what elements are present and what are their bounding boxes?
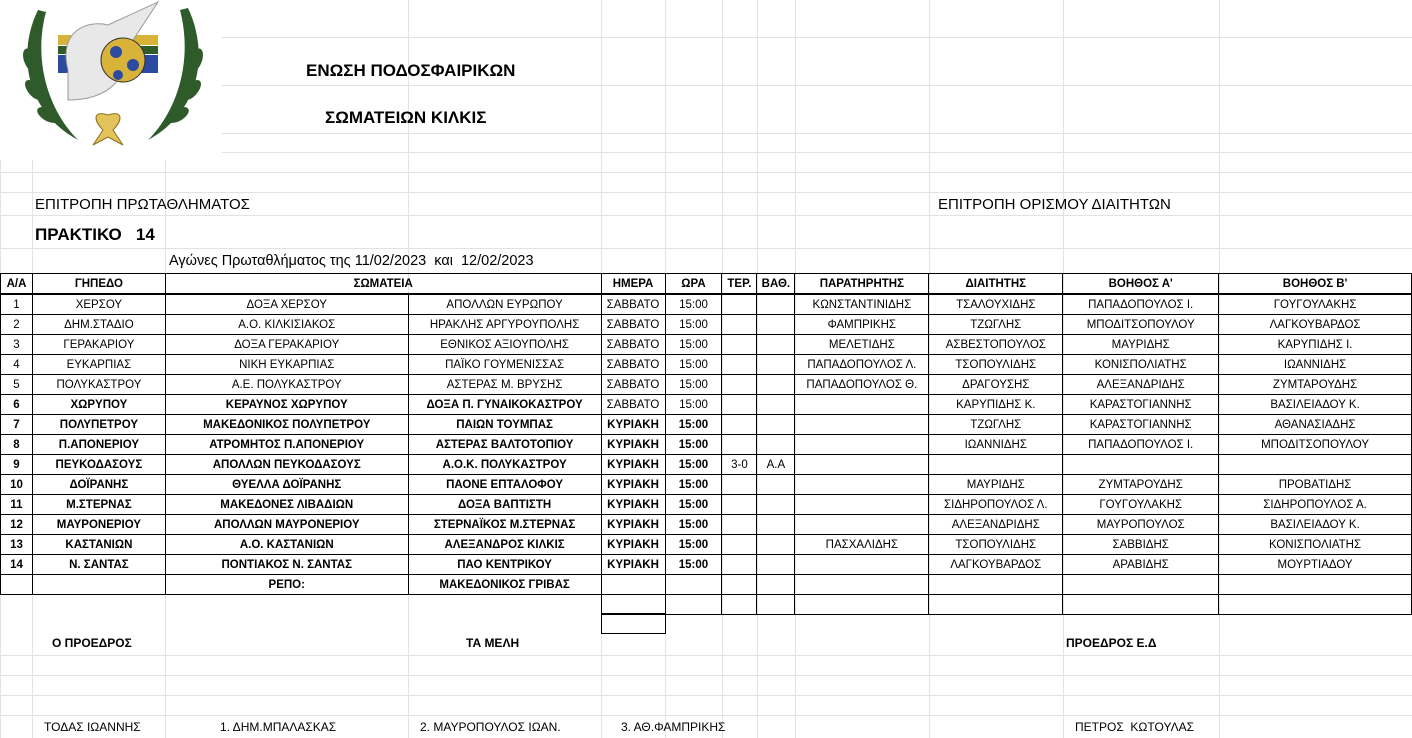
cell-observer (795, 555, 929, 575)
cell-observer (795, 475, 929, 495)
cell-row-number: 1 (1, 294, 33, 315)
cell-venue: ΧΕΡΣΟΥ (32, 294, 165, 315)
cell-match-time: 15:00 (665, 475, 722, 495)
cell-match-day: ΚΥΡΙΑΚΗ (601, 555, 665, 575)
cell-match-time: 15:00 (665, 515, 722, 535)
empty-cell (1, 575, 33, 595)
cell-row-number: 13 (1, 535, 33, 555)
empty-cell (1063, 575, 1219, 595)
cell-row-number: 11 (1, 495, 33, 515)
cell-venue: ΜΑΥΡΟΝΕΡΙΟΥ (32, 515, 165, 535)
cell-away-team: Α.Ο.Κ. ΠΟΛΥΚΑΣΤΡΟΥ (408, 455, 601, 475)
cell-match-time: 15:00 (665, 555, 722, 575)
cell-grade (757, 375, 795, 395)
table-header-row (1, 274, 1412, 295)
cell-row-number: 9 (1, 455, 33, 475)
matches-subtitle: Αγώνες Πρωταθλήματος της 11/02/2023 και 12/02/2023 (169, 253, 534, 269)
cell-assistant-a: ΠΑΠΑΔΟΠΟΥΛΟΣ Ι. (1063, 294, 1219, 315)
empty-cell (1063, 595, 1219, 615)
cell-referee: ΤΖΩΓΛΗΣ (929, 315, 1063, 335)
cell-match-time: 15:00 (665, 395, 722, 415)
cell-score (722, 475, 757, 495)
empty-cell (1219, 595, 1412, 615)
table-row (1, 555, 1412, 575)
cell-away-team: ΑΣΤΕΡΑΣ ΒΑΛΤΟΤΟΠΙΟΥ (408, 435, 601, 455)
cell-match-day: ΣΑΒΒΑΤΟ (601, 315, 665, 335)
cell-match-time: 15:00 (665, 535, 722, 555)
cell-away-team: ΑΣΤΕΡΑΣ Μ. ΒΡΥΣΗΣ (408, 375, 601, 395)
table-row (1, 535, 1412, 555)
cell-observer: ΠΑΠΑΔΟΠΟΥΛΟΣ Λ. (795, 355, 929, 375)
cell-assistant-a: ΣΑΒΒΙΔΗΣ (1063, 535, 1219, 555)
table-row (1, 455, 1412, 475)
cell-assistant-a: ΑΡΑΒΙΔΗΣ (1063, 555, 1219, 575)
member-2: 2. ΜΑΥΡΟΠΟΥΛΟΣ ΙΩΑΝ. (420, 720, 561, 734)
cell-home-team: ΝΙΚΗ ΕΥΚΑΡΠΙΑΣ (165, 355, 408, 375)
cell-referee: ΣΙΔΗΡΟΠΟΥΛΟΣ Λ. (929, 495, 1063, 515)
empty-cell (665, 575, 722, 595)
cell-assistant-a: ΠΑΠΑΔΟΠΟΥΛΟΣ Ι. (1063, 435, 1219, 455)
cell-row-number: 3 (1, 335, 33, 355)
cell-assistant-b: ΜΠΟΔΙΤΣΟΠΟΥΛΟΥ (1219, 435, 1412, 455)
cell-away-team: ΔΟΞΑ Π. ΓΥΝΑΙΚΟΚΑΣΤΡΟΥ (408, 395, 601, 415)
cell-match-day: ΚΥΡΙΑΚΗ (601, 415, 665, 435)
cell-referee: ΑΛΕΞΑΝΔΡΙΔΗΣ (929, 515, 1063, 535)
empty-cell (722, 595, 757, 615)
cell-away-team: ΠΑΪΚΟ ΓΟΥΜΕΝΙΣΣΑΣ (408, 355, 601, 375)
cell-match-time: 15:00 (665, 435, 722, 455)
cell-away-team: ΕΘΝΙΚΟΣ ΑΞΙΟΥΠΟΛΗΣ (408, 335, 601, 355)
cell-match-day: ΚΥΡΙΑΚΗ (601, 475, 665, 495)
cell-assistant-b: ΚΟΝΙΣΠΟΛΙΑΤΗΣ (1219, 535, 1412, 555)
cell-match-time: 15:00 (665, 355, 722, 375)
table-row (1, 315, 1412, 335)
cell-venue: ΠΟΛΥΠΕΤΡΟΥ (32, 415, 165, 435)
cell-away-team: ΠΑΟ ΚΕΝΤΡΙΚΟΥ (408, 555, 601, 575)
cell-assistant-a: ΓΟΥΓΟΥΛΑΚΗΣ (1063, 495, 1219, 515)
cell-venue: Μ.ΣΤΕΡΝΑΣ (32, 495, 165, 515)
cell-home-team: ΑΠΟΛΛΩΝ ΜΑΥΡΟΝΕΡΙΟΥ (165, 515, 408, 535)
cell-match-day: ΚΥΡΙΑΚΗ (601, 515, 665, 535)
cell-away-team: ΑΠΟΛΛΩΝ ΕΥΡΩΠΟΥ (408, 294, 601, 315)
cell-assistant-b: ΖΥΜΤΑΡΟΥΔΗΣ (1219, 375, 1412, 395)
empty-cell (1, 595, 33, 615)
cell-observer: ΚΩΝΣΤΑΝΤΙΝΙΔΗΣ (795, 294, 929, 315)
empty-cell (795, 575, 929, 595)
cell-assistant-a: ΚΑΡΑΣΤΟΓΙΑΝΝΗΣ (1063, 415, 1219, 435)
cell-observer (795, 515, 929, 535)
cell-match-time: 15:00 (665, 315, 722, 335)
cell-assistant-b: ΑΘΑΝΑΣΙΑΔΗΣ (1219, 415, 1412, 435)
empty-cell (757, 575, 795, 595)
col-header-time: ΩΡΑ (665, 274, 722, 295)
table-row (1, 415, 1412, 435)
member-1: 1. ΔΗΜ.ΜΠΑΛΑΣΚΑΣ (220, 720, 337, 734)
col-header-day: ΗΜΕΡΑ (601, 274, 665, 295)
col-header-no: Α/Α (1, 274, 33, 295)
cell-row-number: 8 (1, 435, 33, 455)
cell-grade: Α.Α (757, 455, 795, 475)
empty-cell-box (601, 613, 666, 634)
col-header-clubs: ΣΩΜΑΤΕΙΑ (165, 274, 601, 295)
cell-referee: ΜΑΥΡΙΔΗΣ (929, 475, 1063, 495)
cell-row-number: 6 (1, 395, 33, 415)
cell-match-time: 15:00 (665, 495, 722, 515)
cell-venue: Π.ΑΠΟΝΕΡΙΟΥ (32, 435, 165, 455)
cell-match-day: ΣΑΒΒΑΤΟ (601, 294, 665, 315)
table-row (1, 515, 1412, 535)
cell-assistant-b: ΣΙΔΗΡΟΠΟΥΛΟΣ Α. (1219, 495, 1412, 515)
cell-grade (757, 355, 795, 375)
member-3: 3. ΑΘ.ΦΑΜΠΡΙΚΗΣ (621, 720, 726, 734)
cell-away-team: ΠΑΙΩΝ ΤΟΥΜΠΑΣ (408, 415, 601, 435)
cell-home-team: ΚΕΡΑΥΝΟΣ ΧΩΡΥΠΟΥ (165, 395, 408, 415)
cell-row-number: 2 (1, 315, 33, 335)
cell-grade (757, 535, 795, 555)
cell-observer (795, 495, 929, 515)
cell-referee: ΙΩΑΝΝΙΔΗΣ (929, 435, 1063, 455)
table-row (1, 294, 1412, 315)
cell-home-team: Α.Ο. ΚΙΛΚΙΣΙΑΚΟΣ (165, 315, 408, 335)
empty-cell (795, 595, 929, 615)
cell-home-team: ΘΥΕΛΛΑ ΔΟΪΡΑΝΗΣ (165, 475, 408, 495)
cell-score: 3-0 (722, 455, 757, 475)
org-title-line1: ΕΝΩΣΗ ΠΟΔΟΣΦΑΙΡΙΚΩΝ (306, 61, 516, 80)
cell-score (722, 435, 757, 455)
cell-grade (757, 495, 795, 515)
cell-observer: ΠΑΠΑΔΟΠΟΥΛΟΣ Θ. (795, 375, 929, 395)
cell-assistant-a: ΑΛΕΞΑΝΔΡΙΔΗΣ (1063, 375, 1219, 395)
empty-cell (757, 595, 795, 615)
col-header-venue: ΓΗΠΕΔΟ (32, 274, 165, 295)
cell-assistant-a: ΚΑΡΑΣΤΟΓΙΑΝΝΗΣ (1063, 395, 1219, 415)
cell-match-time: 15:00 (665, 335, 722, 355)
cell-venue: ΓΕΡΑΚΑΡΙΟΥ (32, 335, 165, 355)
cell-venue: ΚΑΣΤΑΝΙΩΝ (32, 535, 165, 555)
cell-assistant-a: ΖΥΜΤΑΡΟΥΔΗΣ (1063, 475, 1219, 495)
cell-score (722, 315, 757, 335)
cell-observer (795, 415, 929, 435)
table-row (1, 435, 1412, 455)
cell-match-day: ΣΑΒΒΑΤΟ (601, 355, 665, 375)
empty-cell (722, 575, 757, 595)
bye-row (1, 575, 1412, 595)
cell-assistant-b: ΒΑΣΙΛΕΙΑΔΟΥ Κ. (1219, 395, 1412, 415)
referee-president-label: ΠΡΟΕΔΡΟΣ Ε.Δ (1066, 636, 1157, 650)
cell-score (722, 335, 757, 355)
cell-score (722, 515, 757, 535)
col-header-observer: ΠΑΡΑΤΗΡΗΤΗΣ (795, 274, 929, 295)
cell-referee: ΚΑΡΥΠΙΔΗΣ Κ. (929, 395, 1063, 415)
cell-referee (929, 455, 1063, 475)
empty-cell (665, 595, 722, 615)
cell-venue: ΕΥΚΑΡΠΙΑΣ (32, 355, 165, 375)
cell-row-number: 7 (1, 415, 33, 435)
cell-venue: ΔΗΜ.ΣΤΑΔΙΟ (32, 315, 165, 335)
cell-away-team: ΑΛΕΞΑΝΔΡΟΣ ΚΙΛΚΙΣ (408, 535, 601, 555)
cell-grade (757, 335, 795, 355)
cell-assistant-a: ΜΑΥΡΟΠΟΥΛΟΣ (1063, 515, 1219, 535)
cell-score (722, 415, 757, 435)
cell-away-team: ΔΟΞΑ ΒΑΠΤΙΣΤΗ (408, 495, 601, 515)
cell-grade (757, 555, 795, 575)
cell-score (722, 535, 757, 555)
cell-score (722, 495, 757, 515)
cell-match-time: 15:00 (665, 375, 722, 395)
cell-assistant-b: ΒΑΣΙΛΕΙΑΔΟΥ Κ. (1219, 515, 1412, 535)
org-title-line2: ΣΩΜΑΤΕΙΩΝ ΚΙΛΚΙΣ (325, 108, 487, 127)
cell-assistant-b: ΜΟΥΡΤΙΑΔΟΥ (1219, 555, 1412, 575)
table-row (1, 375, 1412, 395)
cell-home-team: ΑΤΡΟΜΗΤΟΣ Π.ΑΠΟΝΕΡΙΟΥ (165, 435, 408, 455)
cell-referee: ΔΡΑΓΟΥΣΗΣ (929, 375, 1063, 395)
cell-home-team: Α.Ο. ΚΑΣΤΑΝΙΩΝ (165, 535, 408, 555)
table-row (1, 395, 1412, 415)
cell-grade (757, 415, 795, 435)
empty-cell (601, 595, 665, 615)
cell-venue: ΠΕΥΚΟΔΑΣΟΥΣ (32, 455, 165, 475)
cell-observer: ΦΑΜΠΡΙΚΗΣ (795, 315, 929, 335)
cell-observer (795, 395, 929, 415)
cell-referee: ΤΣΟΠΟΥΛΙΔΗΣ (929, 355, 1063, 375)
president-label: Ο ΠΡΟΕΔΡΟΣ (52, 636, 132, 650)
bye-label: ΡΕΠΟ: (165, 575, 408, 595)
cell-assistant-a (1063, 455, 1219, 475)
cell-assistant-b (1219, 455, 1412, 475)
cell-match-day: ΚΥΡΙΑΚΗ (601, 455, 665, 475)
table-row (1, 475, 1412, 495)
table-row (1, 355, 1412, 375)
cell-row-number: 12 (1, 515, 33, 535)
cell-away-team: ΠΑΟΝΕ ΕΠΤΑΛΟΦΟΥ (408, 475, 601, 495)
cell-row-number: 14 (1, 555, 33, 575)
cell-home-team: ΑΠΟΛΛΩΝ ΠΕΥΚΟΔΑΣΟΥΣ (165, 455, 408, 475)
empty-cell (408, 595, 601, 615)
cell-assistant-a: ΜΠΟΔΙΤΣΟΠΟΥΛΟΥ (1063, 315, 1219, 335)
fixtures-table (0, 273, 1412, 615)
cell-match-time: 15:00 (665, 455, 722, 475)
cell-match-time: 15:00 (665, 415, 722, 435)
bye-team: ΜΑΚΕΔΟΝΙΚΟΣ ΓΡΙΒΑΣ (408, 575, 601, 595)
empty-cell (32, 575, 165, 595)
cell-assistant-a: ΚΟΝΙΣΠΟΛΙΑΤΗΣ (1063, 355, 1219, 375)
cell-home-team: ΔΟΞΑ ΧΕΡΣΟΥ (165, 294, 408, 315)
cell-venue: ΠΟΛΥΚΑΣΤΡΟΥ (32, 375, 165, 395)
cell-row-number: 5 (1, 375, 33, 395)
empty-cell (929, 595, 1063, 615)
cell-row-number: 4 (1, 355, 33, 375)
table-row (1, 335, 1412, 355)
cell-home-team: Α.Ε. ΠΟΛΥΚΑΣΤΡΟΥ (165, 375, 408, 395)
cell-score (722, 355, 757, 375)
cell-grade (757, 475, 795, 495)
col-header-assistant-b: ΒΟΗΘΟΣ Β' (1219, 274, 1412, 295)
cell-referee: ΑΣΒΕΣΤΟΠΟΥΛΟΣ (929, 335, 1063, 355)
cell-referee: ΤΖΩΓΛΗΣ (929, 415, 1063, 435)
cell-match-day: ΣΑΒΒΑΤΟ (601, 395, 665, 415)
col-header-assistant-a: ΒΟΗΘΟΣ Α' (1063, 274, 1219, 295)
cell-match-day: ΚΥΡΙΑΚΗ (601, 535, 665, 555)
cell-home-team: ΜΑΚΕΔΟΝΙΚΟΣ ΠΟΛΥΠΕΤΡΟΥ (165, 415, 408, 435)
cell-match-day: ΣΑΒΒΑΤΟ (601, 375, 665, 395)
cell-grade (757, 294, 795, 315)
empty-cell (165, 595, 408, 615)
cell-observer (795, 435, 929, 455)
cell-score (722, 395, 757, 415)
cell-grade (757, 515, 795, 535)
cell-score (722, 375, 757, 395)
cell-observer: ΜΕΛΕΤΙΔΗΣ (795, 335, 929, 355)
cell-grade (757, 315, 795, 335)
cell-assistant-b: ΛΑΓΚΟΥΒΑΡΔΟΣ (1219, 315, 1412, 335)
cell-away-team: ΗΡΑΚΛΗΣ ΑΡΓΥΡΟΥΠΟΛΗΣ (408, 315, 601, 335)
empty-cell (32, 595, 165, 615)
cell-assistant-b: ΚΑΡΥΠΙΔΗΣ Ι. (1219, 335, 1412, 355)
cell-assistant-a: ΜΑΥΡΙΔΗΣ (1063, 335, 1219, 355)
cell-home-team: ΜΑΚΕΔΟΝΕΣ ΛΙΒΑΔΙΩΝ (165, 495, 408, 515)
cell-referee: ΛΑΓΚΟΥΒΑΡΔΟΣ (929, 555, 1063, 575)
cell-referee: ΤΣΟΠΟΥΛΙΔΗΣ (929, 535, 1063, 555)
referee-president-name: ΠΕΤΡΟΣ ΚΩΤΟΥΛΑΣ (1075, 720, 1195, 734)
col-header-referee: ΔΙΑΙΤΗΤΗΣ (929, 274, 1063, 295)
cell-home-team: ΔΟΞΑ ΓΕΡΑΚΑΡΙΟΥ (165, 335, 408, 355)
col-header-score: ΤΕΡ. (722, 274, 757, 295)
table-row (1, 495, 1412, 515)
cell-referee: ΤΣΑΛΟΥΧΙΔΗΣ (929, 294, 1063, 315)
cell-venue: ΧΩΡΥΠΟΥ (32, 395, 165, 415)
cell-home-team: ΠΟΝΤΙΑΚΟΣ Ν. ΣΑΝΤΑΣ (165, 555, 408, 575)
cell-match-day: ΚΥΡΙΑΚΗ (601, 435, 665, 455)
federation-logo (8, 0, 218, 160)
empty-cell (601, 575, 665, 595)
cell-score (722, 555, 757, 575)
cell-match-time: 15:00 (665, 294, 722, 315)
cell-assistant-b: ΠΡΟΒΑΤΙΔΗΣ (1219, 475, 1412, 495)
minutes-title: ΠΡΑΚΤΙΚΟ 14 (35, 225, 155, 244)
referee-committee: ΕΠΙΤΡΟΠΗ ΟΡΙΣΜΟΥ ΔΙΑΙΤΗΤΩΝ (938, 196, 1171, 213)
cell-assistant-b: ΓΟΥΓΟΥΛΑΚΗΣ (1219, 294, 1412, 315)
cell-observer: ΠΑΣΧΑΛΙΔΗΣ (795, 535, 929, 555)
empty-row (1, 595, 1412, 615)
cell-row-number: 10 (1, 475, 33, 495)
empty-cell (929, 575, 1063, 595)
championship-committee: ΕΠΙΤΡΟΠΗ ΠΡΩΤΑΘΛΗΜΑΤΟΣ (35, 196, 250, 213)
empty-cell (1219, 575, 1412, 595)
cell-match-day: ΚΥΡΙΑΚΗ (601, 495, 665, 515)
col-header-grade: ΒΑΘ. (757, 274, 795, 295)
cell-venue: ΔΟΪΡΑΝΗΣ (32, 475, 165, 495)
cell-away-team: ΣΤΕΡΝΑΪΚΟΣ Μ.ΣΤΕΡΝΑΣ (408, 515, 601, 535)
cell-grade (757, 395, 795, 415)
cell-observer (795, 455, 929, 475)
president-name: ΤΟΔΑΣ ΙΩΑΝΝΗΣ (44, 720, 141, 734)
cell-assistant-b: ΙΩΑΝΝΙΔΗΣ (1219, 355, 1412, 375)
cell-match-day: ΣΑΒΒΑΤΟ (601, 335, 665, 355)
cell-venue: Ν. ΣΑΝΤΑΣ (32, 555, 165, 575)
members-label: ΤΑ ΜΕΛΗ (466, 636, 520, 650)
cell-score (722, 294, 757, 315)
cell-grade (757, 435, 795, 455)
